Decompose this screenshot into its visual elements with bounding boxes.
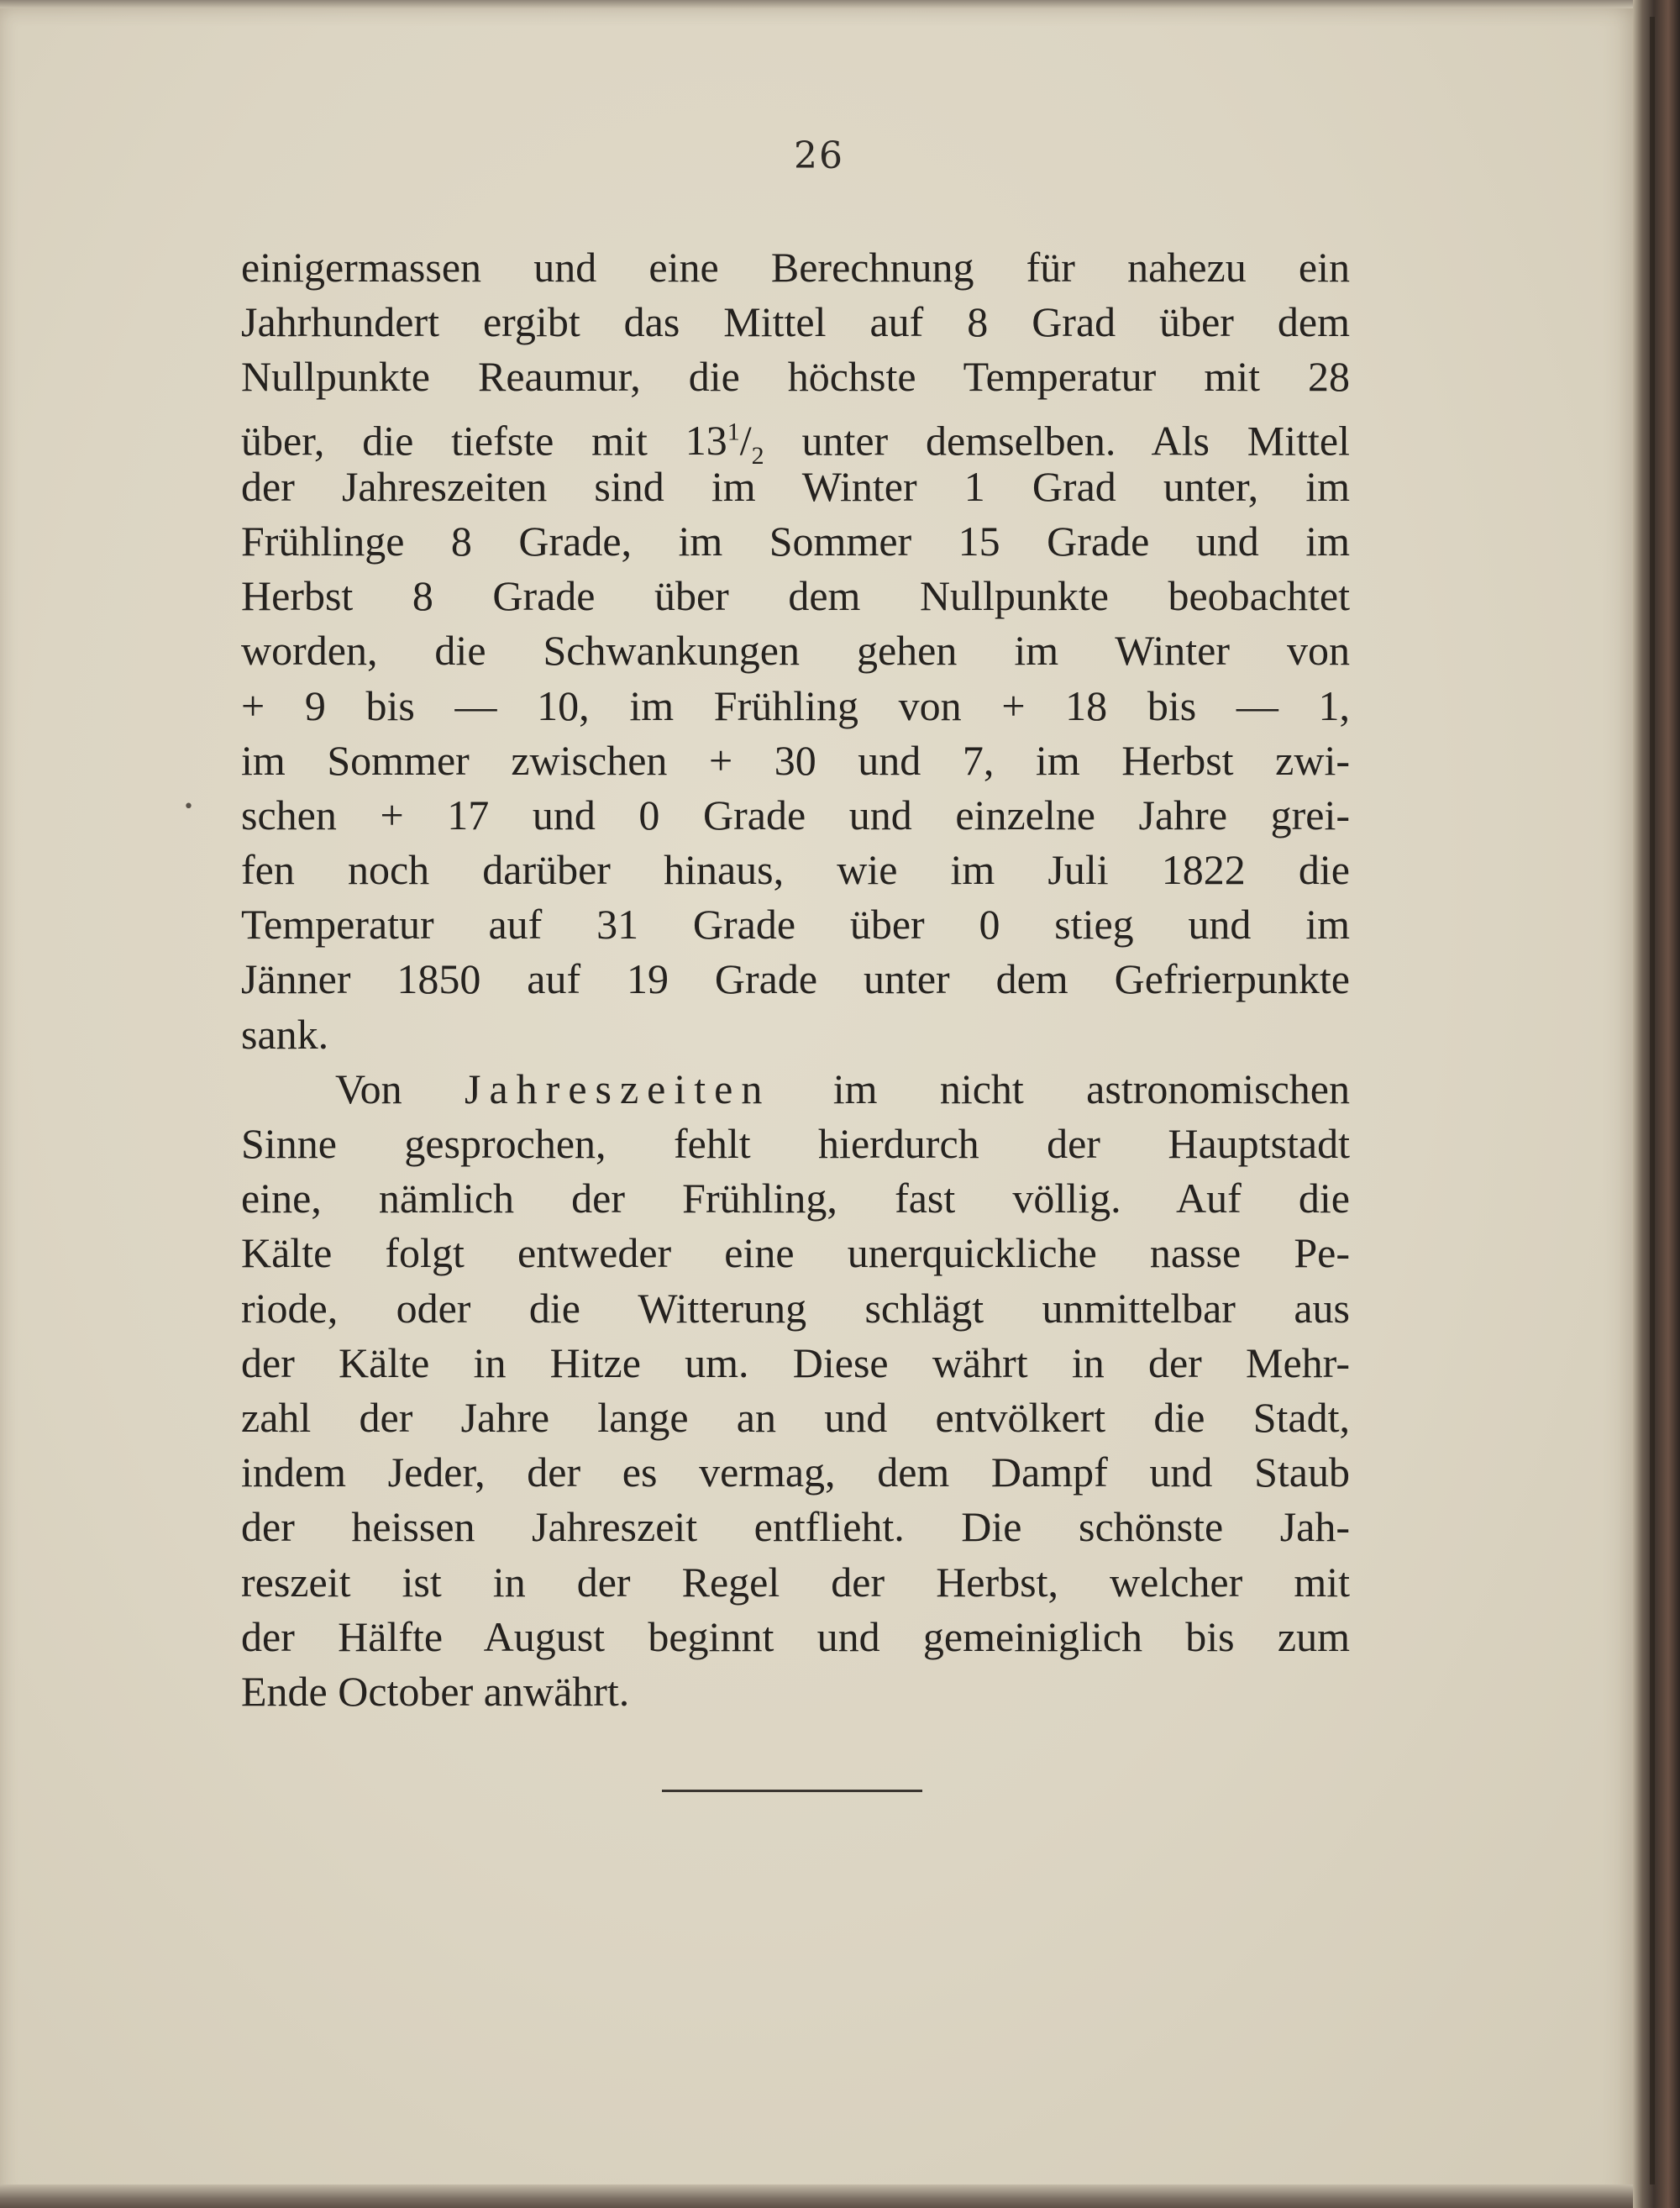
paragraph-2 [241, 1062, 1350, 1719]
text-line: der Jahreszeiten sind im Winter 1 Grad unter, im [241, 462, 1350, 510]
body-text [241, 240, 1350, 1719]
text-line: indem Jeder, der es vermag, dem Dampf und Staub [241, 1448, 1350, 1496]
text-line: Jahrhundert ergibt das Mittel auf 8 Grad über dem [241, 298, 1350, 346]
text-segment: im nicht astronomischen [832, 1065, 1350, 1112]
text-line: der Kälte in Hitze um. Diese währt in der Mehr- [241, 1338, 1350, 1386]
text-line-with-emphasis [241, 1062, 1350, 1117]
text-line: zahl der Jahre lange an und entvölkert die Stadt, [241, 1393, 1350, 1441]
text-segment: Von [335, 1065, 402, 1112]
text-line-with-fraction [241, 405, 1351, 471]
text-line: Herbst 8 Grade über dem Nullpunkte beobachtet [241, 572, 1350, 620]
text-line: Temperatur auf 31 Grade über 0 stieg und im [241, 901, 1350, 949]
fraction-denominator: 2 [751, 442, 764, 471]
text-line: eine, nämlich der Frühling, fast völlig. Auf die [241, 1175, 1350, 1222]
page-top-edge [0, 0, 1638, 8]
text-line: schen + 17 und 0 Grade und einzelne Jahre grei- [241, 791, 1350, 839]
text-line: riode, oder die Witterung schlägt unmittelbar aus [241, 1284, 1350, 1332]
text-segment: unter demselben. Als Mittel [801, 417, 1351, 465]
text-line: der Hälfte August beginnt und gemeiniglich bis zum [241, 1612, 1350, 1660]
page-bottom-edge [0, 2184, 1638, 2208]
emphasized-term: Jahreszeiten [465, 1065, 771, 1112]
section-divider [662, 1790, 922, 1792]
text-line: im Sommer zwischen + 30 und 7, im Herbst zwi- [241, 736, 1350, 784]
fraction-numerator: 1 [727, 418, 740, 446]
page-number: 26 [794, 134, 844, 177]
text-line: Jänner 1850 auf 19 Grade unter dem Gefrierpunkte [241, 955, 1350, 1003]
ink-speck-mark: • [183, 796, 194, 817]
text-line: sank. [241, 1010, 329, 1058]
spine-shadow-line [1650, 17, 1655, 2184]
text-segment: über, die tiefste mit [241, 417, 648, 465]
text-line: fen noch darüber hinaus, wie im Juli 1822 die [241, 846, 1350, 894]
book-spine [1633, 0, 1680, 2208]
text-line: Sinne gesprochen, fehlt hierdurch der Hauptstadt [241, 1120, 1350, 1167]
fraction: $13^1/_2$ [685, 417, 764, 471]
paragraph-1 [241, 240, 1350, 1062]
text-line: worden, die Schwankungen gehen im Winter von [241, 627, 1350, 675]
text-line: Ende October anwährt. [241, 1667, 630, 1715]
text-line: Nullpunkte Reaumur, die höchste Temperatur mit 28 [241, 353, 1350, 401]
text-line: einigermassen und eine Berechnung für nahezu ein [241, 244, 1350, 291]
text-line: der heissen Jahreszeit entflieht. Die schönste Jah- [241, 1503, 1350, 1551]
fraction-whole: 13 [685, 417, 727, 465]
text-line: reszeit ist in der Regel der Herbst, welcher mit [241, 1558, 1350, 1606]
text-line: + 9 bis — 10, im Frühling von + 18 bis — 1, [241, 681, 1350, 729]
text-line: Frühlinge 8 Grade, im Sommer 15 Grade und im [241, 517, 1350, 565]
text-line: Kälte folgt entweder eine unerquickliche nasse Pe- [241, 1229, 1350, 1277]
